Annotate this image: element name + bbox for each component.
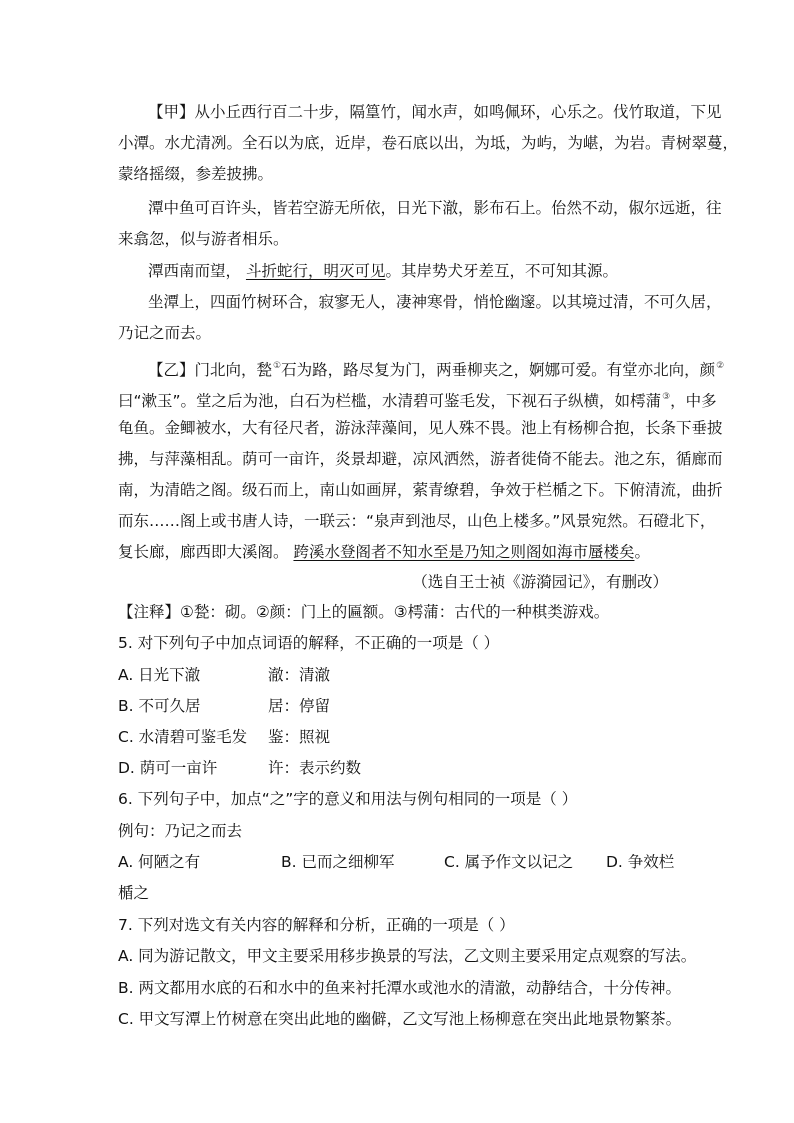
text-run: 曰“漱玉”。堂之后为池，白石为栏槛，水清碧可鉴毛发，下视石子纵横，如樗蒲 [118,392,662,410]
text-run: 。其岸势犬牙差互，不可知其源。 [385,262,618,280]
passage-yi-line: 而东……阁上或书唐人诗，一联云：“泉声到池尽，山色上楼多。”风景宛然。石磴北下， [118,512,716,530]
question-7-stem: 7. 下列对选文有关内容的解释和分析，正确的一项是（ ） [118,916,515,934]
passage-jia-line: 来翕忽，似与游者相乐。 [118,230,289,248]
option-text: D. 荫可一亩许 [118,759,218,777]
text-run: 。 [634,543,650,561]
passage-yi-line [118,386,717,412]
question-5-option-b [118,695,330,717]
text-run: 【乙】门北向，甃 [148,361,273,379]
question-7-option-a: A. 同为游记散文，甲文主要采用移步换景的写法，乙文则主要采用定点观察的写法。 [118,947,697,965]
passage-jia-line: 乃记之而去。 [118,324,212,342]
passage-jia-line: 坐潭上，四面竹树环合，寂寥无人，凄神寒骨，悄怆幽邃。以其境过清，不可久居， [148,293,722,311]
question-5-option-c [118,726,330,748]
option-text: A. 日光下澈 [118,666,201,684]
option-text: B. 不可久居 [118,697,201,715]
text-run: 石为路，路尽复为门，两垂柳夹之，婀娜可爱。有堂亦北向，颜 [281,361,716,379]
option-explanation: 居：停留 [268,697,331,715]
option-explanation: 澈：清澈 [268,666,331,684]
question-7-option-c: C. 甲文写潭上竹树意在突出此地的幽僻，乙文写池上杨柳意在突出此地景物繁茶。 [118,1010,682,1028]
passage-jia-line: 潭中鱼可百许头，皆若空游无所依，日光下澈，影布石上。佁然不动，俶尔远逝，往 [148,199,722,217]
text-run: 复长廊，廊西即大溪阁。 [118,543,289,561]
passage-yi-line: 拂，与萍藻相乱。荫可一亩许，炎景却避，凉风洒然，游者徙倚不能去。池之东，循廊而 [118,450,723,468]
passage-yi-line: 龟鱼。金鲫被水，大有径尺者，游泳萍藻间，见人殊不畏。池上有杨柳合抱，长条下垂披 [118,419,723,437]
question-6-example: 例句：乃记之而去 [118,822,243,840]
option-explanation: 许：表示约数 [268,759,362,777]
footnote-marker: ③ [662,392,671,402]
question-6-stem: 6. 下列句子中，加点“之”字的意义和用法与例句相同的一项是（ ） [118,790,578,808]
question-7-option-b: B. 两文都用水底的石和水中的鱼来衬托潭水或池水的清澈，动静结合，十分传神。 [118,979,681,997]
passage-jia-line: 【甲】从小丘西行百二十步，隔篁竹，闻水声，如鸣佩环，心乐之。伐竹取道，下见 [148,103,722,121]
question-6-option-b: B. 已而之细柳军 [281,853,395,871]
question-5-option-a [118,664,330,686]
underlined-sentence: 斗折蛇行，明灭可见 [245,262,386,280]
option-text: C. 水清碧可鉴毛发 [118,728,248,746]
question-6-option-a: A. 何陋之有 [118,853,201,871]
annotation-notes: 【注释】①甃：砌。②颜：门上的匾额。③樗蒲：古代的一种棋类游戏。 [118,603,610,621]
question-6-option-d: D. 争效栏 [606,853,675,871]
passage-yi-line [148,355,724,381]
text-run: ，中多 [670,392,717,410]
question-5-stem: 5. 对下列句子中加点词语的解释，不正确的一项是（ ） [118,634,500,652]
option-explanation: 鉴：照视 [268,728,331,746]
passage-jia-line: 小潭。水尤清冽。全石以为底，近岸，卷石底以出，为坻，为屿，为嵁，为岩。青树翠蔓， [118,134,739,152]
passage-jia-line [148,260,618,282]
underlined-sentence: 跨溪水登阁者不知水至是乃知之则阁如海市蜃楼矣 [293,543,635,561]
passage-yi-line [118,541,650,563]
footnote-marker: ① [273,361,282,371]
text-run: 潭西南而望， [148,262,242,280]
passage-yi-line: 南，为清皓之阁。级石而上，南山如画屏，萦青缭碧，争效于栏楯之下。下俯清流，曲折 [118,481,723,499]
footnote-marker: ② [716,361,725,371]
question-6-option-c: C. 属予作文以记之 [444,853,574,871]
passage-jia-line: 蒙络摇缀，参差披拂。 [118,165,274,183]
question-5-option-d [118,757,361,779]
source-citation: （选自王士祯《游漪园记》，有删改） [412,573,668,591]
question-6-option-d-cont: 楯之 [118,884,150,902]
